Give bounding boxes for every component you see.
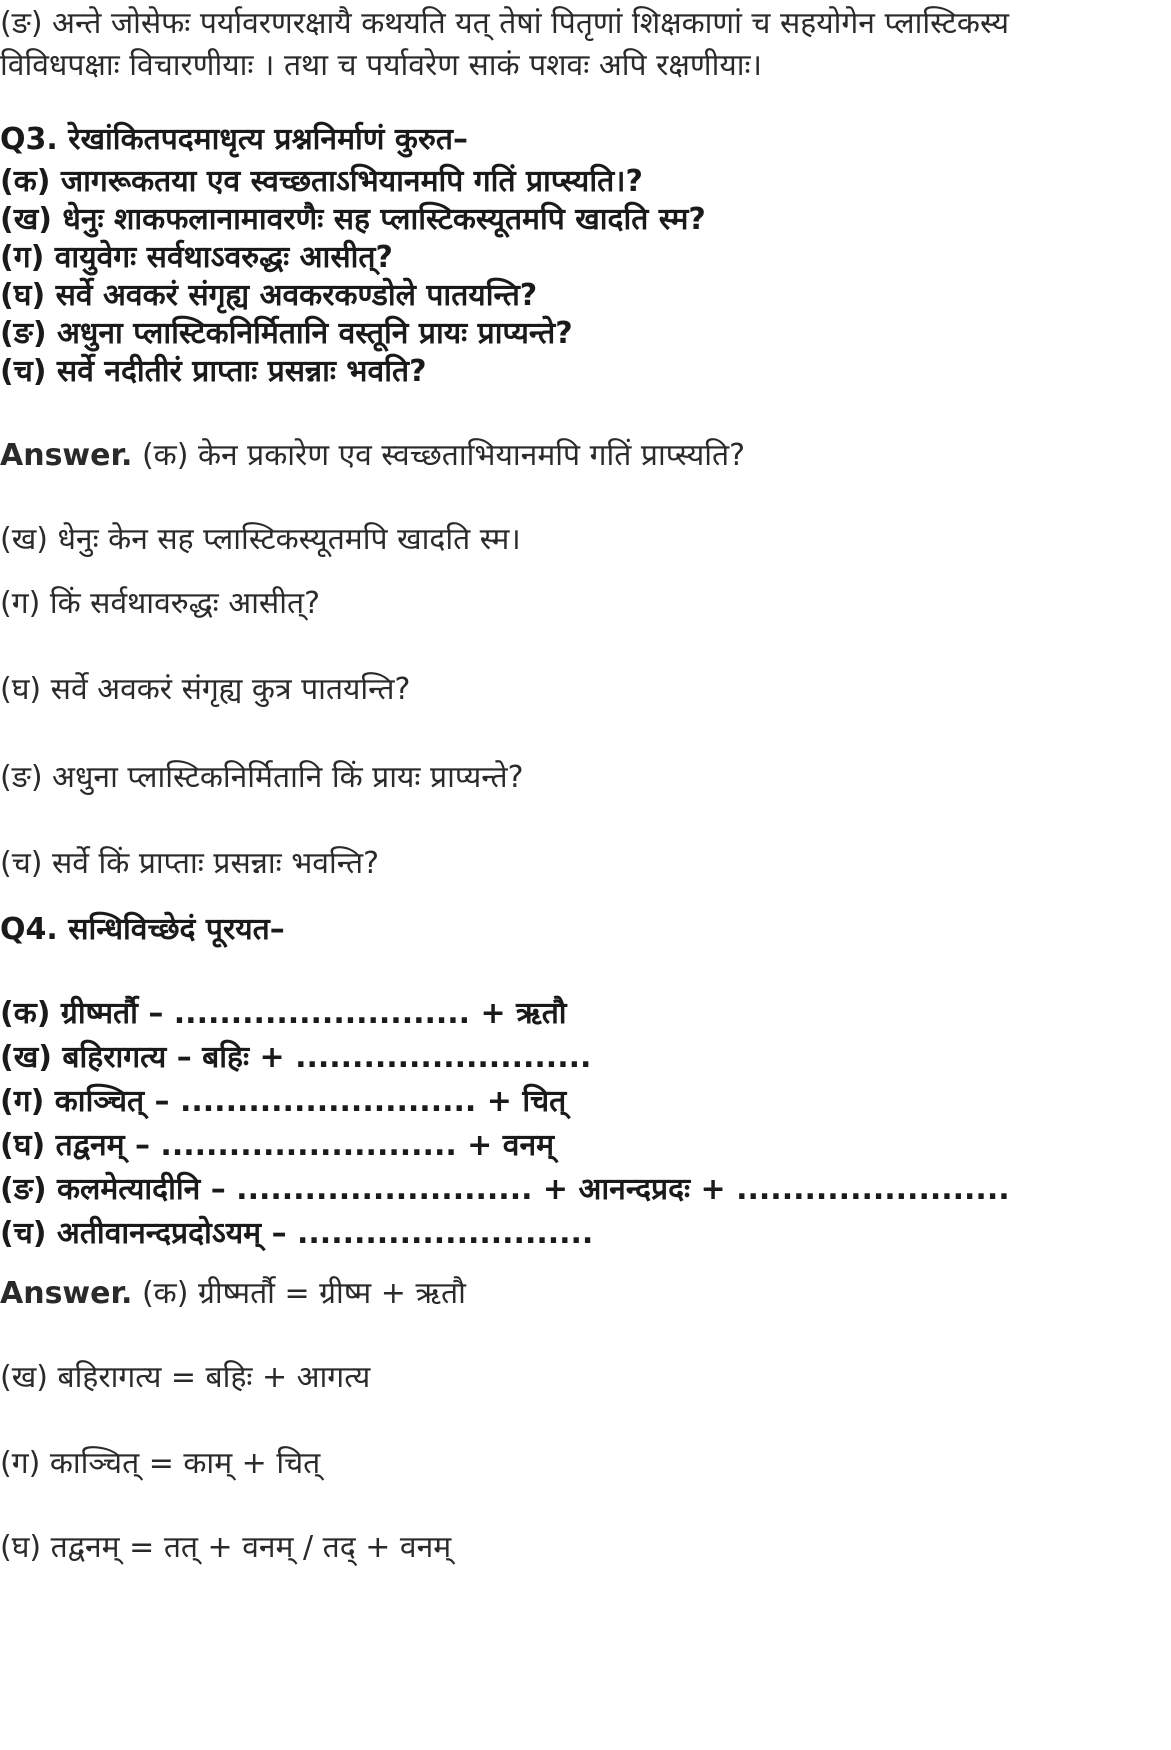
- q3-answer-nga: (ङ) अधुना प्लास्टिकनिर्मितानि किं प्रायः प्राप्यन्ते?: [0, 760, 524, 795]
- q3-item-kha: (ख) धेनुः शाकफलानामावरणैः सह प्लास्टिकस्यूतमपि खादति स्म?: [0, 202, 706, 237]
- q3-answer-gha: (घ) सर्वे अवकरं संगृह्य कुत्र पातयन्ति?: [0, 672, 411, 707]
- q4-item-nga: (ङ) कलमेत्यादीनि – .......................... + आनन्दप्रदः + ........................: [0, 1172, 1010, 1207]
- q4-item-ka: (क) ग्रीष्मर्तौ – .......................... + ऋतौ: [0, 996, 567, 1031]
- q3-answer-ka-text: (क) केन प्रकारेण एव स्वच्छताभियानमपि गतिं प्राप्स्यति?: [141, 438, 746, 473]
- q4-item-ga: (ग) काञ्चित् – .......................... + चित्: [0, 1084, 567, 1119]
- q3-item-cha: (च) सर्वे नदीतीरं प्राप्ताः प्रसन्नाः भवति?: [0, 354, 427, 389]
- q4-answer-ga: (ग) काञ्चित् = काम् + चित्: [0, 1446, 321, 1481]
- q4-answer-kha: (ख) बहिरागत्य = बहिः + आगत्य: [0, 1360, 371, 1395]
- q3-item-nga: (ङ) अधुना प्लास्टिकनिर्मितानि वस्तूनि प्रायः प्राप्यन्ते?: [0, 316, 573, 351]
- q4-item-cha: (च) अतीवानन्दप्रदोऽयम् – ..........................: [0, 1216, 594, 1251]
- q4-answer-ka-text: (क) ग्रीष्मर्तौ = ग्रीष्म + ऋतौ: [141, 1276, 466, 1311]
- q3-item-ga: (ग) वायुवेगः सर्वथाऽवरुद्धः आसीत्?: [0, 240, 393, 275]
- q4-answer-label: Answer.: [0, 1276, 133, 1311]
- q3-answer-ka: [0, 434, 745, 478]
- q4-answer-gha: (घ) तद्वनम् = तत् + वनम् / तद् + वनम्: [0, 1530, 452, 1565]
- intro-line-2: विविधपक्षाः विचारणीयाः । तथा च पर्यावरेण साकं पशवः अपि रक्षणीयाः।: [0, 48, 762, 83]
- q3-heading: Q3. रेखांकितपदमाधृत्य प्रश्ननिर्माणं कुरुत–: [0, 122, 469, 157]
- q3-answer-label: Answer.: [0, 438, 133, 473]
- q3-answer-ga: (ग) किं सर्वथावरुद्धः आसीत्?: [0, 586, 320, 621]
- intro-line-1: (ङ) अन्ते जोसेफः पर्यावरणरक्षायै कथयति यत् तेषां पितृणां शिक्षकाणां च सहयोगेन प्लास्टिकस्य: [0, 6, 1010, 41]
- q4-answer-ka: [0, 1272, 466, 1316]
- q4-item-gha: (घ) तद्वनम् – .......................... + वनम्: [0, 1128, 555, 1163]
- q4-item-kha: (ख) बहिरागत्य – बहिः + ..........................: [0, 1040, 592, 1075]
- q3-item-ka: (क) जागरूकतया एव स्वच्छताऽभियानमपि गतिं प्राप्स्यति।?: [0, 164, 643, 199]
- q3-answer-kha: (ख) धेनुः केन सह प्लास्टिकस्यूतमपि खादति स्म।: [0, 522, 521, 557]
- q4-heading: Q4. सन्धिविच्छेदं पूरयत–: [0, 912, 285, 947]
- q3-answer-cha: (च) सर्वे किं प्राप्ताः प्रसन्नाः भवन्ति?: [0, 846, 380, 881]
- q3-item-gha: (घ) सर्वे अवकरं संगृह्य अवकरकण्डोले पातयन्ति?: [0, 278, 538, 313]
